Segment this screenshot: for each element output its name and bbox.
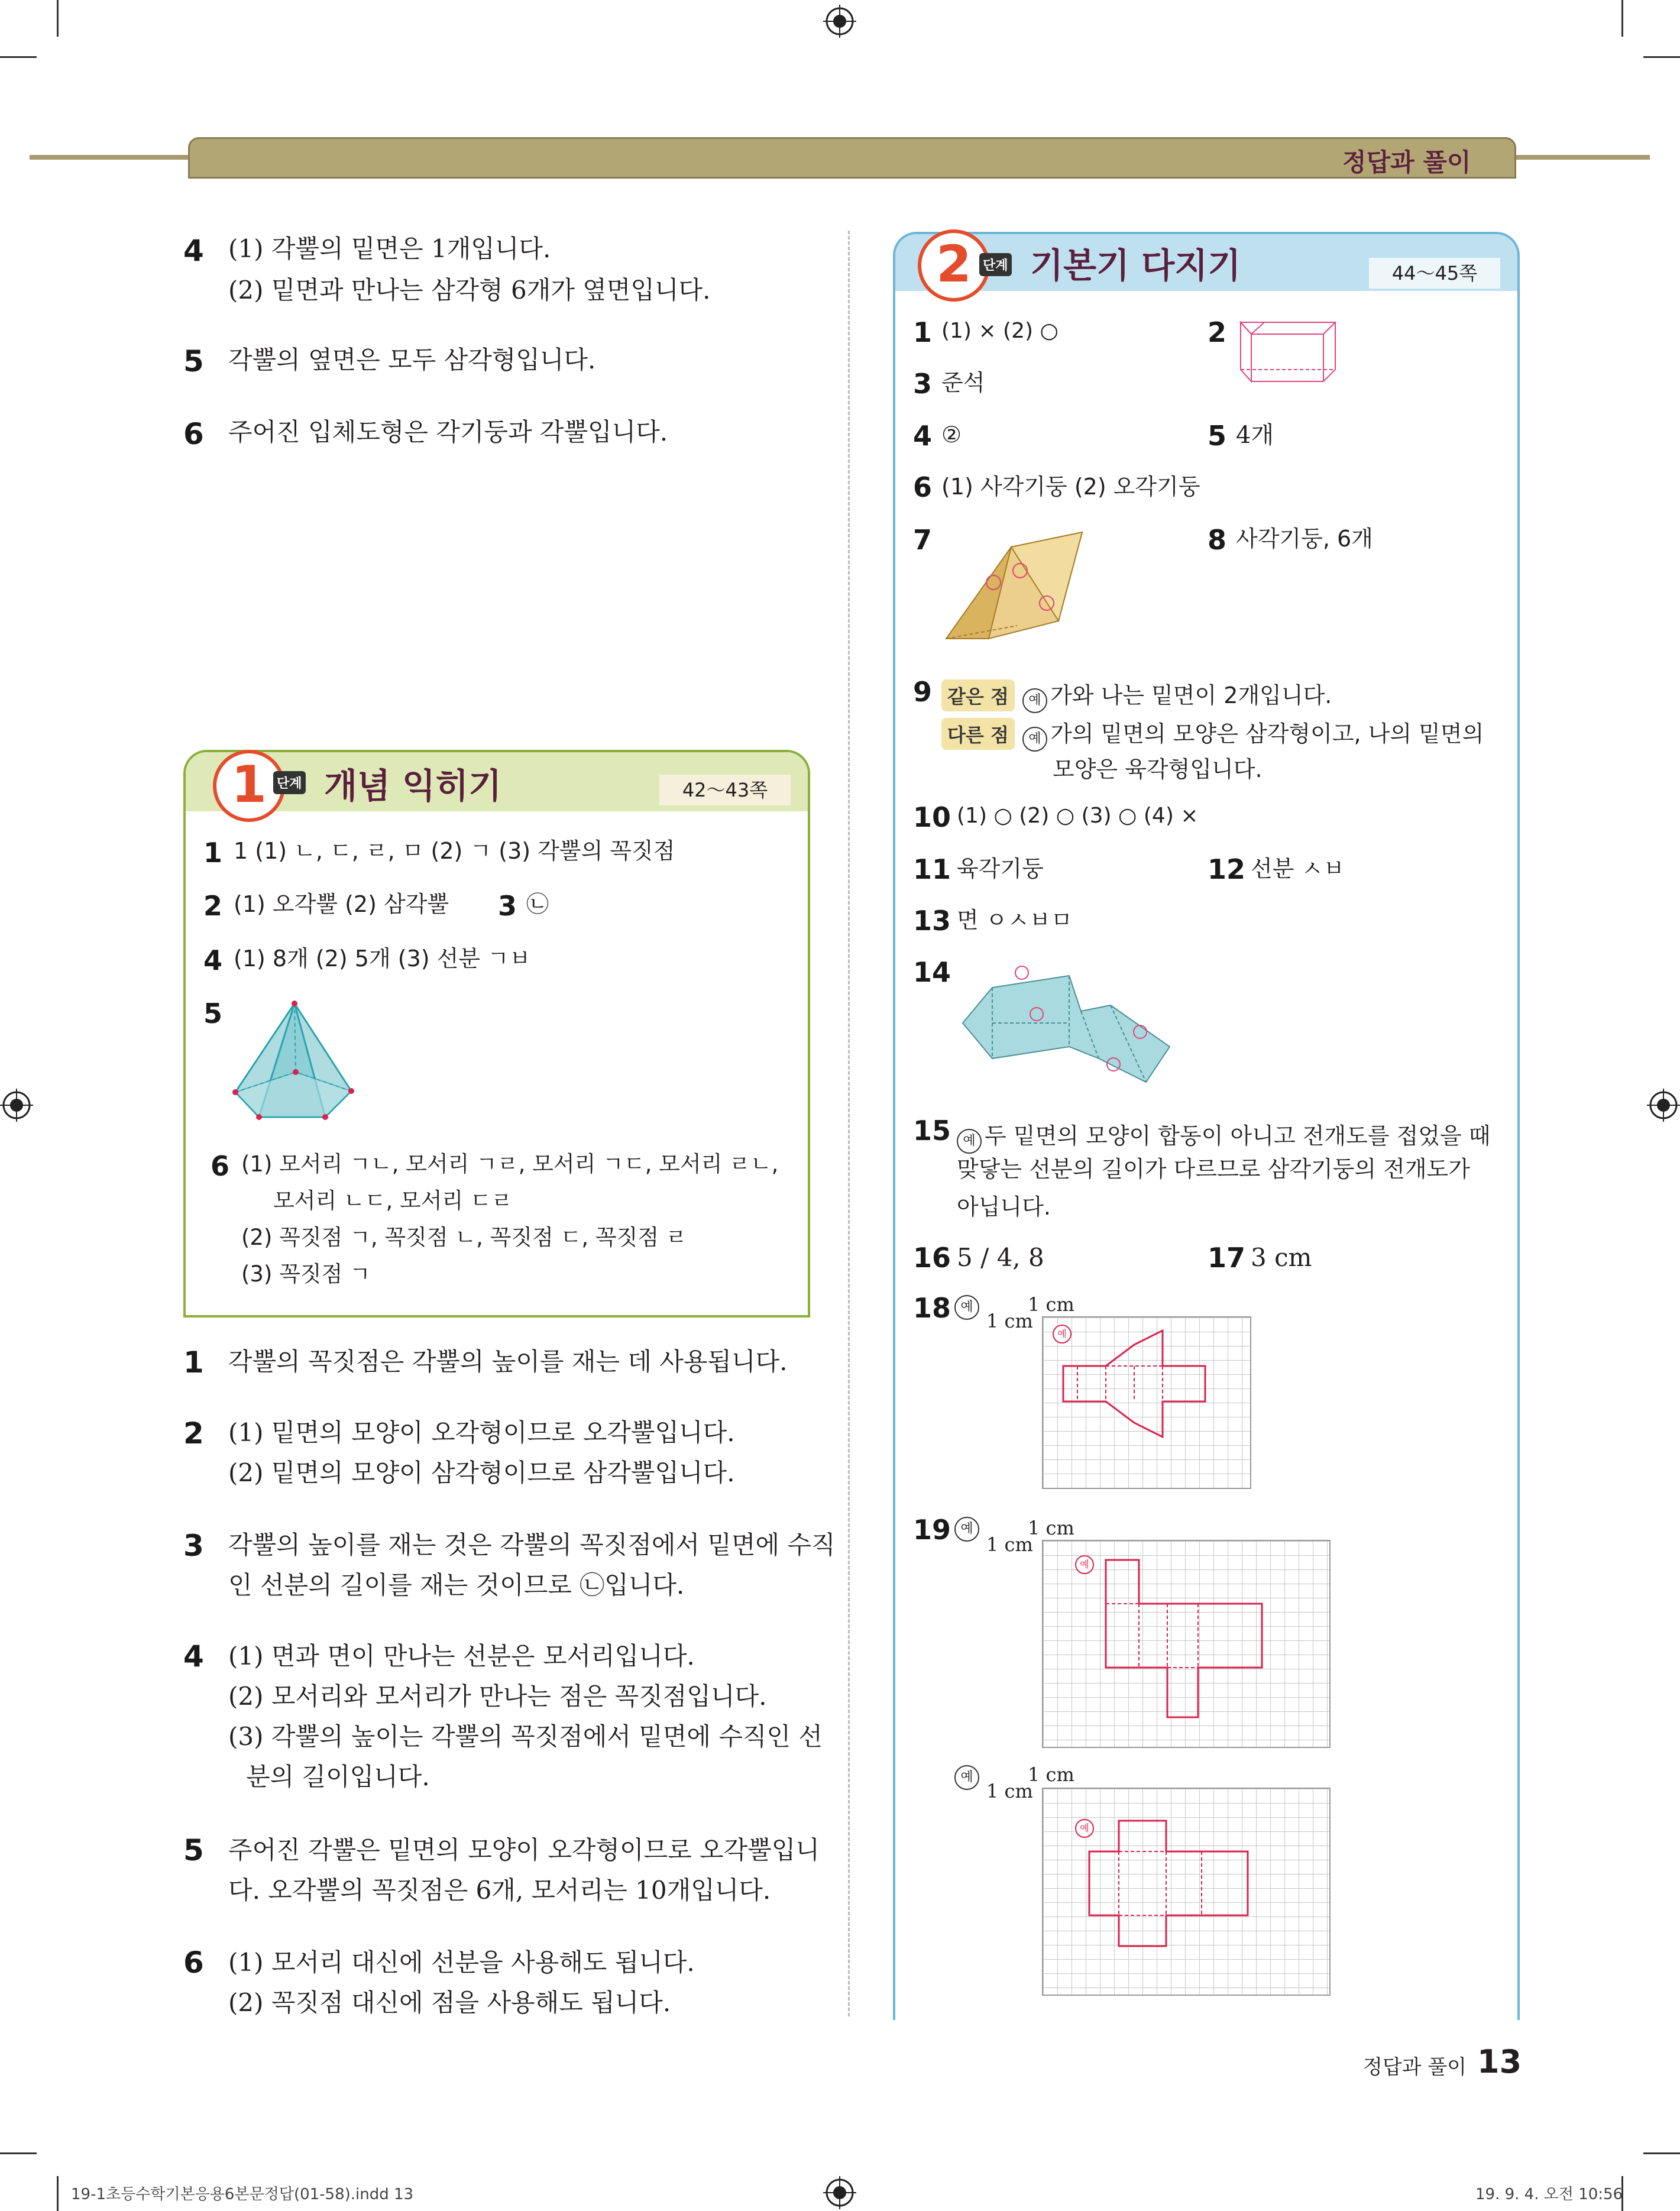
answer-text: 사각기둥, 6개 xyxy=(1236,526,1373,552)
net-drawing xyxy=(1042,1788,1328,1993)
answer-text: (3) 꼭짓점 ㄱ xyxy=(241,1261,371,1287)
answer-text: (1) × (2) ○ xyxy=(941,319,1059,343)
triangular-prism-figure xyxy=(940,526,1088,645)
item-number: 9 xyxy=(913,676,933,708)
example-mark-icon: 예 xyxy=(1075,1819,1094,1838)
example-mark-icon: 예 xyxy=(954,1295,979,1320)
section-title: 정답과 풀이 xyxy=(1342,148,1471,177)
answer-text: ㉡ xyxy=(526,891,549,917)
column-divider xyxy=(848,231,850,2016)
example-mark-icon: 예 xyxy=(1075,1555,1094,1574)
item-number: 16 xyxy=(913,1242,951,1274)
page-range-badge: 42～43쪽 xyxy=(659,775,791,805)
item-number: 6 xyxy=(183,1945,204,1980)
answer-text: (1) ○ (2) ○ (3) ○ (4) × xyxy=(957,804,1199,828)
item-number: 5 xyxy=(183,344,204,378)
unit-label-y: 1 cm xyxy=(986,1780,1033,1802)
answer-text: (1) 오각뿔 (2) 삼각뿔 xyxy=(234,891,449,917)
answer-text: 맞닿는 선분의 길이가 다르므로 삼각기둥의 전개도가 xyxy=(957,1156,1470,1182)
item-number: 19 xyxy=(913,1514,951,1546)
item-number: 4 xyxy=(203,944,223,976)
header-band xyxy=(188,137,1516,179)
unit-label-x: 1 cm xyxy=(1028,1763,1074,1786)
explanation-line: 인 선분의 길이를 재는 것이므로 ㉡입니다. xyxy=(228,1571,685,1600)
pentagonal-pyramid-figure xyxy=(231,996,361,1121)
explanation-line: (1) 모서리 대신에 선분을 사용해도 됩니다. xyxy=(228,1948,695,1977)
unit-label-x: 1 cm xyxy=(1028,1517,1074,1539)
stage1-title: 개념 익히기 xyxy=(324,766,502,806)
crop-mark xyxy=(1621,0,1623,37)
answer-text: (1) 모서리 ㄱㄴ, 모서리 ㄱㄹ, 모서리 ㄱㄷ, 모서리 ㄹㄴ, xyxy=(241,1151,779,1177)
item-number: 2 xyxy=(203,890,223,922)
registration-mark-icon xyxy=(0,1089,33,1122)
item-number: 1 xyxy=(203,837,223,869)
explanation-line: 다. 오각뿔의 꼭짓점은 6개, 모서리는 10개입니다. xyxy=(228,1876,771,1905)
answer-text: 3 cm xyxy=(1251,1243,1312,1272)
crop-mark xyxy=(57,0,59,37)
crop-mark xyxy=(0,56,37,58)
item-number: 2 xyxy=(1208,316,1227,348)
example-mark-icon: 예 xyxy=(1053,1325,1072,1344)
answer-row xyxy=(957,1118,1491,1154)
crop-mark xyxy=(1643,2152,1680,2154)
explanation-line: (1) 면과 면이 만나는 선분은 모서리입니다. xyxy=(228,1642,695,1671)
answer-text: 면 ㅇㅅㅂㅁ xyxy=(957,907,1073,933)
prism-net-figure xyxy=(957,958,1176,1088)
answer-text: 모서리 ㄴㄷ, 모서리 ㄷㄹ xyxy=(273,1188,513,1213)
diff-point-row xyxy=(941,716,1484,752)
unit-label-y: 1 cm xyxy=(986,1533,1033,1556)
answer-text: ② xyxy=(941,422,962,448)
unit-label-y: 1 cm xyxy=(986,1310,1033,1332)
net-drawing xyxy=(1042,1316,1249,1487)
explanation-line: (2) 밑면의 모양이 삼각형이므로 삼각뿔입니다. xyxy=(228,1458,735,1487)
explanation-line: 각뿔의 꼭짓점은 각뿔의 높이를 재는 데 사용됩니다. xyxy=(228,1347,788,1376)
example-mark-icon: 예 xyxy=(954,1517,979,1542)
item-number: 5 xyxy=(183,1833,204,1867)
answer-text: (1) 8개 (2) 5개 (3) 선분 ㄱㅂ xyxy=(234,946,531,972)
explanation-line: (2) 밑면과 만나는 삼각형 6개가 옆면입니다. xyxy=(228,276,711,305)
item-number: 5 xyxy=(203,998,223,1030)
item-number: 3 xyxy=(183,1529,204,1563)
diff-point-tag: 다른 점 xyxy=(941,718,1015,750)
print-date: 19. 9. 4. 오전 10:56 xyxy=(1475,2186,1623,2203)
item-number: 3 xyxy=(913,368,933,400)
answer-text: 두 밑면의 모양이 합동이 아니고 전개도를 접었을 때 xyxy=(985,1123,1491,1149)
answer-text: 1 (1) ㄴ, ㄷ, ㄹ, ㅁ (2) ㄱ (3) 각뿔의 꼭짓점 xyxy=(234,838,675,864)
item-number: 1 xyxy=(913,316,933,348)
item-number: 2 xyxy=(183,1416,204,1451)
registration-mark-icon xyxy=(1647,1089,1680,1122)
item-number: 14 xyxy=(913,956,951,988)
page-range-badge: 44～45쪽 xyxy=(1369,258,1500,289)
answer-text: 모양은 육각형입니다. xyxy=(1053,756,1263,782)
item-number: 18 xyxy=(913,1292,951,1324)
answer-text: (2) 꼭짓점 ㄱ, 꼭짓점 ㄴ, 꼭짓점 ㄷ, 꼭짓점 ㄹ xyxy=(241,1225,687,1250)
stage-word-badge: 단계 xyxy=(273,771,306,794)
stage2-title: 기본기 다지기 xyxy=(1030,245,1241,286)
stage-word-badge: 단계 xyxy=(979,253,1012,276)
answer-text: 5 / 4, 8 xyxy=(957,1243,1044,1272)
item-number: 8 xyxy=(1208,524,1227,556)
item-number: 5 xyxy=(1208,420,1227,452)
item-number: 3 xyxy=(498,890,517,922)
unit-label-x: 1 cm xyxy=(1028,1293,1074,1316)
explanation-line: 주어진 입체도형은 각기둥과 각뿔입니다. xyxy=(228,417,668,446)
explanation-line: 주어진 각뿔은 밑면의 모양이 오각형이므로 오각뿔입니 xyxy=(228,1836,820,1864)
example-mark-icon: 예 xyxy=(1022,688,1047,713)
net-drawing xyxy=(1042,1540,1328,1746)
explanation-line: (3) 각뿔의 높이는 각뿔의 꼭짓점에서 밑면에 수직인 선 xyxy=(228,1722,823,1751)
explanation-line: 각뿔의 옆면은 모두 삼각형입니다. xyxy=(228,345,596,374)
page-number: 13 xyxy=(1477,2043,1522,2080)
explanation-line: 각뿔의 높이를 재는 것은 각뿔의 꼭짓점에서 밑면에 수직 xyxy=(228,1530,836,1559)
crop-mark xyxy=(0,2152,37,2154)
hexagonal-prism-sketch xyxy=(1235,316,1341,396)
item-number: 13 xyxy=(913,905,951,937)
explanation-line: (2) 모서리와 모서리가 만나는 점은 꼭짓점입니다. xyxy=(228,1682,767,1711)
answer-text: 아닙니다. xyxy=(957,1194,1051,1220)
item-number: 7 xyxy=(913,524,933,556)
example-mark-icon: 예 xyxy=(1022,727,1047,752)
stage1-number-badge: 1 xyxy=(213,750,285,822)
explanation-line: (1) 각뿔의 밑면은 1개입니다. xyxy=(228,234,551,263)
footer-label: 정답과 풀이 xyxy=(1363,2055,1467,2079)
answer-text: (1) 사각기둥 (2) 오각기둥 xyxy=(941,474,1200,500)
same-point-row xyxy=(941,677,1332,713)
item-number: 6 xyxy=(913,471,933,503)
answer-text: 가와 나는 밑면이 2개입니다. xyxy=(1050,682,1332,708)
same-point-tag: 같은 점 xyxy=(941,679,1015,711)
explanation-line: (2) 꼭짓점 대신에 점을 사용해도 됩니다. xyxy=(228,1988,671,2017)
example-mark-icon: 예 xyxy=(954,1765,979,1790)
answer-text: 준석 xyxy=(941,370,985,396)
registration-mark-icon xyxy=(823,2176,856,2209)
answer-text: 가의 밑면의 모양은 삼각형이고, 나의 밑면의 xyxy=(1050,721,1484,747)
item-number: 10 xyxy=(913,801,951,833)
answer-text: 4개 xyxy=(1236,422,1274,449)
item-number: 11 xyxy=(913,853,951,885)
item-number: 1 xyxy=(183,1345,204,1380)
file-name: 19-1초등수학기본응용6본문정답(01-58).indd 13 xyxy=(71,2186,414,2203)
stage2-number-badge: 2 xyxy=(918,229,990,302)
item-number: 6 xyxy=(211,1150,230,1182)
answer-text: 선분 ㅅㅂ xyxy=(1251,856,1345,882)
crop-mark xyxy=(1643,56,1680,58)
item-number: 15 xyxy=(913,1115,951,1147)
item-number: 4 xyxy=(183,234,204,268)
crop-mark xyxy=(57,2176,59,2211)
item-number: 17 xyxy=(1208,1242,1246,1274)
registration-mark-icon xyxy=(823,5,856,38)
item-number: 4 xyxy=(183,1639,204,1673)
explanation-line: (1) 밑면의 모양이 오각형이므로 오각뿔입니다. xyxy=(228,1418,735,1447)
answer-text: 육각기둥 xyxy=(957,856,1044,882)
item-number: 6 xyxy=(183,417,204,451)
explanation-line: 분의 길이입니다. xyxy=(246,1762,430,1791)
item-number: 12 xyxy=(1208,853,1246,885)
example-mark-icon: 예 xyxy=(957,1129,982,1154)
item-number: 4 xyxy=(913,420,933,452)
